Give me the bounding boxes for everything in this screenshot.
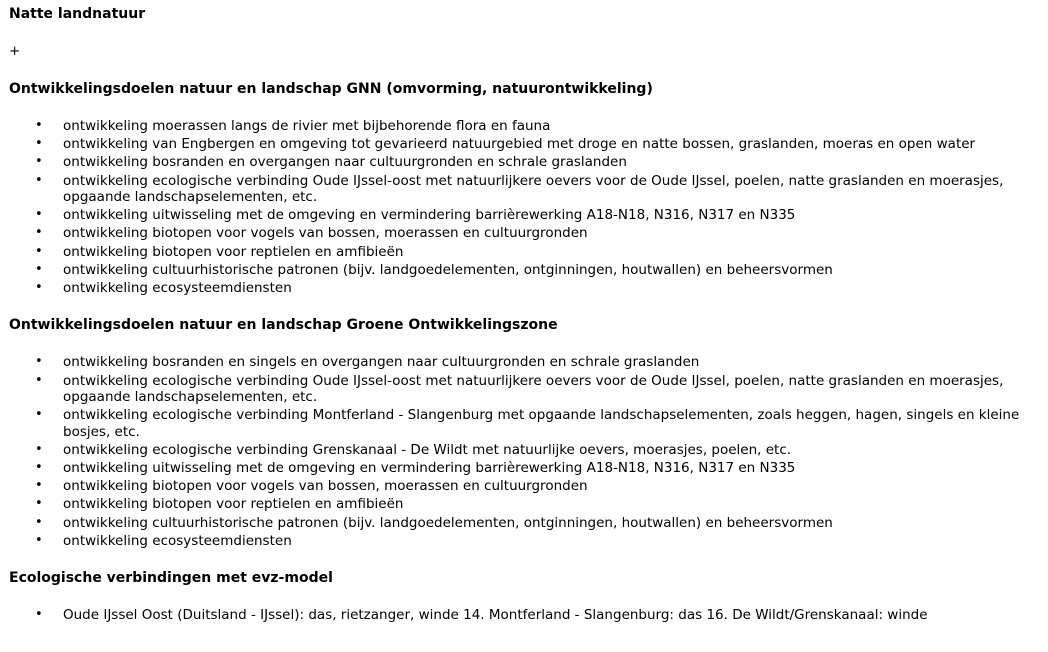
bullet-icon: • — [35, 514, 43, 530]
bullet-icon: • — [35, 154, 43, 170]
list-item: • ontwikkeling ecologische verbinding Grenskanaal - De Wildt met natuurlijke oevers, moerasjes, poelen, etc. — [35, 441, 792, 458]
bullet-list — [9, 354, 1039, 549]
list-item: • ontwikkeling ecologische verbinding Oude IJssel-oost met natuurlijkere oevers voor de Oude IJssel, poelen, natte graslanden en moerasjes, opgaande landschapselementen, etc. — [35, 172, 1004, 206]
list-item: • ontwikkeling cultuurhistorische patronen (bijv. landgoedelementen, ontginningen, houtwallen) en beheersvormen — [35, 514, 833, 531]
bullet-icon: • — [35, 280, 43, 296]
section-heading: Ecologische verbindingen met evz-model — [9, 570, 333, 587]
bullet-icon: • — [35, 607, 43, 623]
list-item: • ontwikkeling biotopen voor vogels van bossen, moerassen en cultuurgronden — [35, 225, 588, 242]
list-item: • ontwikkeling ecosysteemdiensten — [35, 532, 292, 549]
list-item: • ontwikkeling moerassen langs de rivier met bijbehorende flora en fauna — [35, 118, 551, 134]
bullet-icon: • — [35, 478, 43, 494]
list-item: • ontwikkeling biotopen voor vogels van bossen, moerassen en cultuurgronden — [35, 478, 588, 495]
bullet-icon: • — [35, 118, 43, 133]
bullet-icon: • — [35, 136, 43, 152]
list-item: • ontwikkeling biotopen voor reptielen en amfibieën — [35, 243, 404, 260]
section-heading: Ontwikkelingsdoelen natuur en landschap Groene Ontwikkelingszone — [9, 317, 558, 334]
list-item: • ontwikkeling ecologische verbinding Oude IJssel-oost met natuurlijkere oevers voor de Oude IJssel, poelen, natte graslanden en moerasjes, opgaande landschapselementen, etc. — [35, 372, 1004, 406]
list-item: • ontwikkeling ecosysteemdiensten — [35, 280, 292, 297]
section-groene-ontwikkelingszone — [9, 316, 1039, 549]
bullet-icon: • — [35, 354, 43, 370]
expand-toggle[interactable]: + — [9, 43, 21, 59]
bullet-icon: • — [35, 372, 43, 388]
page-title: Natte landnatuur — [9, 6, 146, 22]
bullet-icon: • — [35, 225, 43, 241]
bullet-list — [9, 607, 1039, 623]
list-item: • ontwikkeling cultuurhistorische patronen (bijv. landgoedelementen, ontginningen, houtwallen) en beheersvormen — [35, 261, 833, 278]
bullet-icon: • — [35, 207, 43, 223]
bullet-icon: • — [35, 496, 43, 512]
bullet-icon: • — [35, 243, 43, 259]
list-item: • ontwikkeling ecologische verbinding Montferland - Slangenburg met opgaande landschapselementen, zoals heggen, hagen, singels en kleine bosjes, etc. — [35, 407, 1020, 440]
list-item: • ontwikkeling bosranden en singels en overgangen naar cultuurgronden en schrale graslanden — [35, 354, 700, 371]
list-item: • ontwikkeling van Engbergen en omgeving tot gevarieerd natuurgebied met droge en natte bossen, graslanden, moeras en open water — [35, 136, 976, 153]
bullet-icon: • — [35, 407, 43, 423]
bullet-icon: • — [35, 172, 43, 188]
bullet-icon: • — [35, 261, 43, 277]
section-gnn — [9, 80, 1039, 296]
list-item: • ontwikkeling bosranden en overgangen naar cultuurgronden en schrale graslanden — [35, 154, 627, 171]
list-item: • Oude IJssel Oost (Duitsland - IJssel): das, rietzanger, winde 14. Montferland - Slangenburg: das 16. De Wildt/Grenskanaal: winde — [35, 607, 928, 624]
list-item: • ontwikkeling uitwisseling met de omgeving en vermindering barrièrewerking A18-N18, N316, N317 en N335 — [35, 207, 796, 224]
bullet-list — [9, 118, 1039, 296]
list-item: • ontwikkeling biotopen voor reptielen en amfibieën — [35, 496, 404, 513]
bullet-icon: • — [35, 532, 43, 548]
bullet-icon: • — [35, 441, 43, 457]
list-item: • ontwikkeling uitwisseling met de omgeving en vermindering barrièrewerking A18-N18, N316, N317 en N335 — [35, 460, 796, 477]
bullet-icon: • — [35, 460, 43, 476]
section-heading: Ontwikkelingsdoelen natuur en landschap GNN (omvorming, natuurontwikkeling) — [9, 81, 653, 97]
section-ecologische-verbindingen — [9, 569, 1039, 623]
